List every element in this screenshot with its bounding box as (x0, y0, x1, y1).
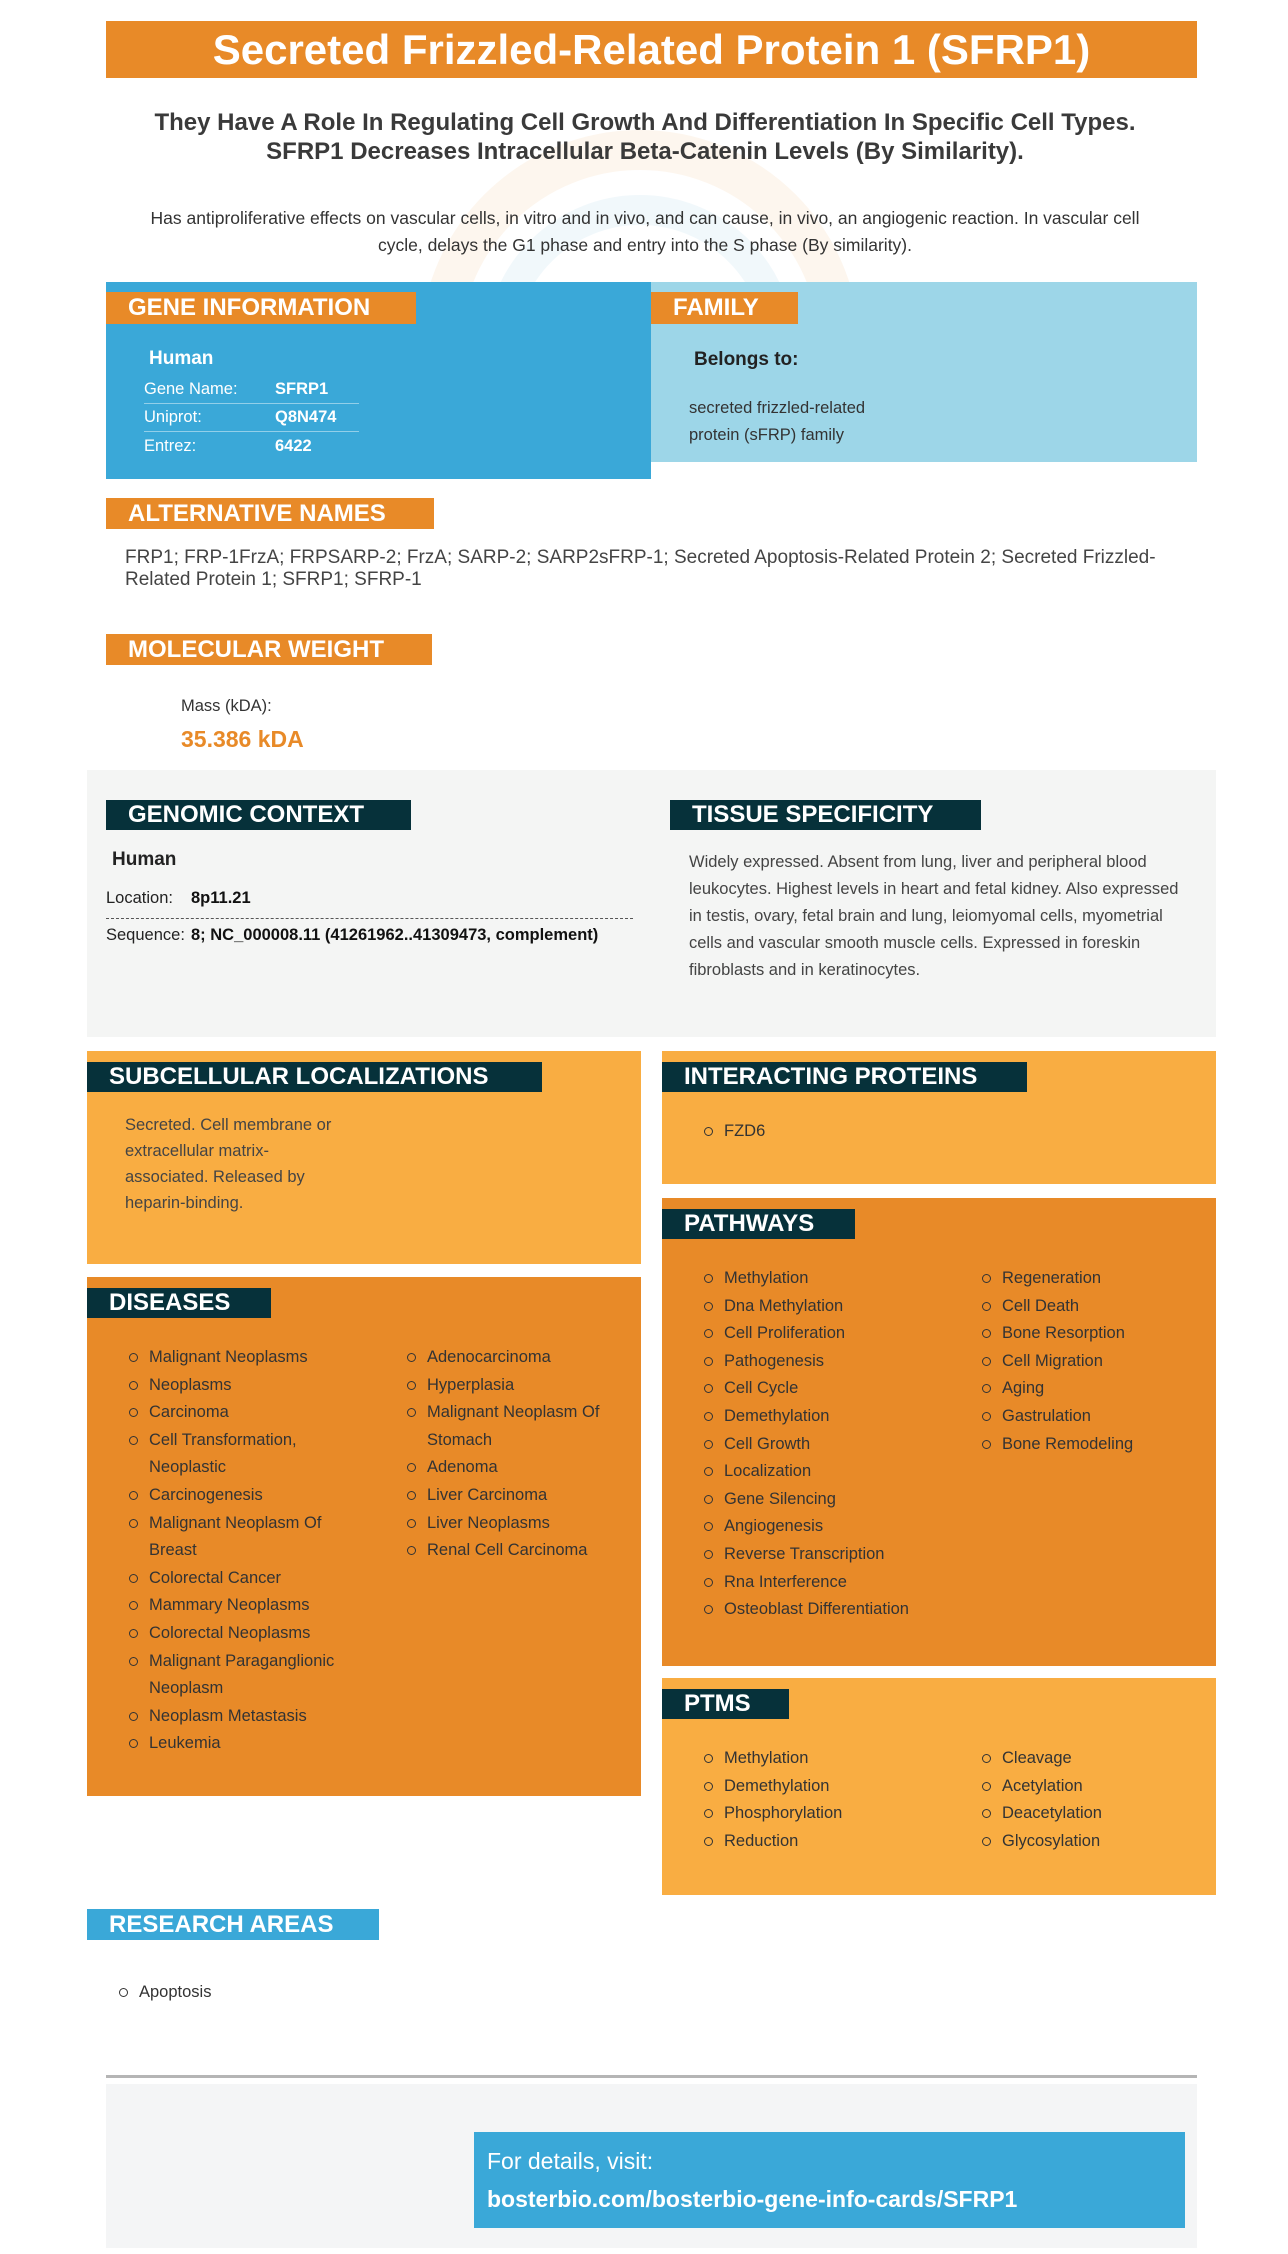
list-item: Glycosylation (982, 1828, 1207, 1856)
gene-info-value: SFRP1 (275, 380, 329, 398)
pathways-list-col1 (704, 1265, 934, 1624)
diseases-list-col2 (407, 1344, 632, 1565)
list-item: Renal Cell Carcinoma (407, 1537, 632, 1565)
interacting-proteins-heading: INTERACTING PROTEINS (662, 1062, 1027, 1092)
research-areas-list (119, 1979, 211, 2007)
location-row (106, 879, 633, 919)
list-item: Rna Interference (704, 1569, 934, 1597)
list-item: Adenocarcinoma (407, 1344, 632, 1372)
list-item: Regeneration (982, 1265, 1207, 1293)
gene-info-table (144, 376, 359, 460)
ptms-list-col1 (704, 1745, 934, 1855)
list-item: Cell Growth (704, 1431, 934, 1459)
alternative-names-heading: ALTERNATIVE NAMES (106, 498, 434, 529)
family-belongs-label: Belongs to: (694, 349, 799, 370)
list-item: Apoptosis (119, 1979, 211, 2007)
footer-divider (106, 2075, 1197, 2078)
diseases-list-col1 (129, 1344, 359, 1758)
mass-value: 35.386 kDA (181, 726, 304, 752)
sequence-row (106, 922, 666, 948)
diseases-card (87, 1277, 641, 1796)
list-item: Carcinogenesis (129, 1482, 359, 1510)
list-item: Methylation (704, 1265, 934, 1293)
sequence-value: 8; NC_000008.11 (41261962..41309473, complement) (191, 925, 599, 944)
ptms-heading: PTMS (662, 1689, 789, 1719)
page-title: Secreted Frizzled-Related Protein 1 (SFRP1) (106, 21, 1197, 78)
gene-information-card (106, 282, 651, 479)
list-item: Cell Transformation, Neoplastic (129, 1427, 359, 1482)
list-item: Liver Neoplasms (407, 1510, 632, 1538)
list-item: Cell Death (982, 1293, 1207, 1321)
subcellular-card (87, 1051, 641, 1264)
genomic-species: Human (112, 849, 177, 870)
family-value: secreted frizzled-related protein (sFRP) family (689, 399, 866, 444)
page-subtitle: They Have A Role In Regulating Cell Growth And Differentiation In Specific Cell Types. SFRP1 Decreases Intracellular Beta-Catenin Levels (By Similarity). (154, 109, 1136, 165)
gene-info-key: Entrez: (144, 436, 197, 455)
details-prompt: For details, visit: (487, 2148, 654, 2174)
gene-info-row (144, 432, 359, 460)
ptms-list-col2 (982, 1745, 1207, 1855)
list-item: Pathogenesis (704, 1348, 934, 1376)
page-description: Has antiproliferative effects on vascular cells, in vitro and in vivo, and can cause, in vivo, an angiogenic reaction. In vascular cell cycle, delays the G1 phase and entry into the S phase (By similarity). (150, 208, 1140, 255)
interacting-proteins-card (662, 1051, 1216, 1184)
list-item: Cell Cycle (704, 1375, 934, 1403)
pathways-list-col2 (982, 1265, 1207, 1458)
sequence-label: Sequence: (106, 925, 185, 944)
gene-info-value: Q8N474 (275, 408, 337, 426)
gene-species: Human (149, 348, 214, 369)
list-item: Osteoblast Differentiation (704, 1596, 934, 1624)
list-item: Reverse Transcription (704, 1541, 934, 1569)
list-item: Demethylation (704, 1403, 934, 1431)
list-item: Localization (704, 1458, 934, 1486)
list-item: Cleavage (982, 1745, 1207, 1773)
alternative-names-text: FRP1; FRP-1FrzA; FRPSARP-2; FrzA; SARP-2; SARP2sFRP-1; Secreted Apoptosis-Related Protein 2; Secreted Frizzled-Related Protein 1; SFRP1; SFRP-1 (125, 547, 1156, 590)
list-item: Angiogenesis (704, 1513, 934, 1541)
list-item: Neoplasms (129, 1372, 359, 1400)
list-item: Adenoma (407, 1454, 632, 1482)
list-item: Cell Migration (982, 1348, 1207, 1376)
details-link[interactable]: bosterbio.com/bosterbio-gene-info-cards/SFRP1 (487, 2186, 1018, 2212)
gene-info-value: 6422 (275, 436, 312, 455)
list-item: Methylation (704, 1745, 934, 1773)
list-item: Colorectal Cancer (129, 1565, 359, 1593)
list-item: Deacetylation (982, 1800, 1207, 1828)
tissue-specificity-text: Widely expressed. Absent from lung, liver and peripheral blood leukocytes. Highest levels in heart and fetal kidney. Also expressed in testis, ovary, fetal brain and lung, leiomyomal cells, myometrial cells and vascular smooth muscle cells. Expressed in foreskin fibroblasts and in keratinocytes. (689, 853, 1179, 979)
gene-info-row (144, 376, 359, 404)
research-areas-heading: RESEARCH AREAS (87, 1909, 379, 1940)
location-label: Location: (106, 889, 173, 907)
subcellular-heading: SUBCELLULAR LOCALIZATIONS (87, 1062, 542, 1092)
family-heading: FAMILY (651, 292, 798, 324)
gene-info-key: Gene Name: (144, 380, 238, 398)
list-item: Colorectal Neoplasms (129, 1620, 359, 1648)
list-item: Demethylation (704, 1773, 934, 1801)
list-item: Malignant Neoplasm Of Stomach (407, 1399, 632, 1454)
list-item: FZD6 (704, 1118, 765, 1146)
list-item: Bone Remodeling (982, 1431, 1207, 1459)
list-item: Phosphorylation (704, 1800, 934, 1828)
diseases-heading: DISEASES (87, 1288, 271, 1318)
list-item: Reduction (704, 1828, 934, 1856)
pathways-card (662, 1198, 1216, 1666)
molecular-weight-heading: MOLECULAR WEIGHT (106, 634, 432, 665)
family-card (651, 282, 1197, 462)
list-item: Malignant Paraganglionic Neoplasm (129, 1648, 359, 1703)
list-item: Gene Silencing (704, 1486, 934, 1514)
list-item: Malignant Neoplasms (129, 1344, 359, 1372)
pathways-heading: PATHWAYS (662, 1209, 855, 1239)
list-item: Carcinoma (129, 1399, 359, 1427)
list-item: Aging (982, 1375, 1207, 1403)
subcellular-text: Secreted. Cell membrane or extracellular matrix-associated. Released by heparin-binding. (125, 1116, 332, 1212)
genomic-context-heading: GENOMIC CONTEXT (106, 800, 411, 830)
list-item: Acetylation (982, 1773, 1207, 1801)
interacting-proteins-list (704, 1118, 765, 1146)
gene-information-heading: GENE INFORMATION (106, 292, 416, 324)
list-item: Malignant Neoplasm Of Breast (129, 1510, 359, 1565)
list-item: Leukemia (129, 1730, 359, 1758)
list-item: Liver Carcinoma (407, 1482, 632, 1510)
ptms-card (662, 1678, 1216, 1895)
list-item: Dna Methylation (704, 1293, 934, 1321)
details-link-box[interactable] (474, 2132, 1185, 2228)
gene-info-row (144, 404, 359, 432)
list-item: Gastrulation (982, 1403, 1207, 1431)
list-item: Cell Proliferation (704, 1320, 934, 1348)
list-item: Bone Resorption (982, 1320, 1207, 1348)
list-item: Neoplasm Metastasis (129, 1703, 359, 1731)
list-item: Hyperplasia (407, 1372, 632, 1400)
list-item: Mammary Neoplasms (129, 1592, 359, 1620)
mass-label: Mass (kDA): (181, 697, 272, 715)
location-value: 8p11.21 (191, 889, 251, 907)
gene-info-key: Uniprot: (144, 408, 202, 426)
tissue-specificity-heading: TISSUE SPECIFICITY (670, 800, 981, 830)
